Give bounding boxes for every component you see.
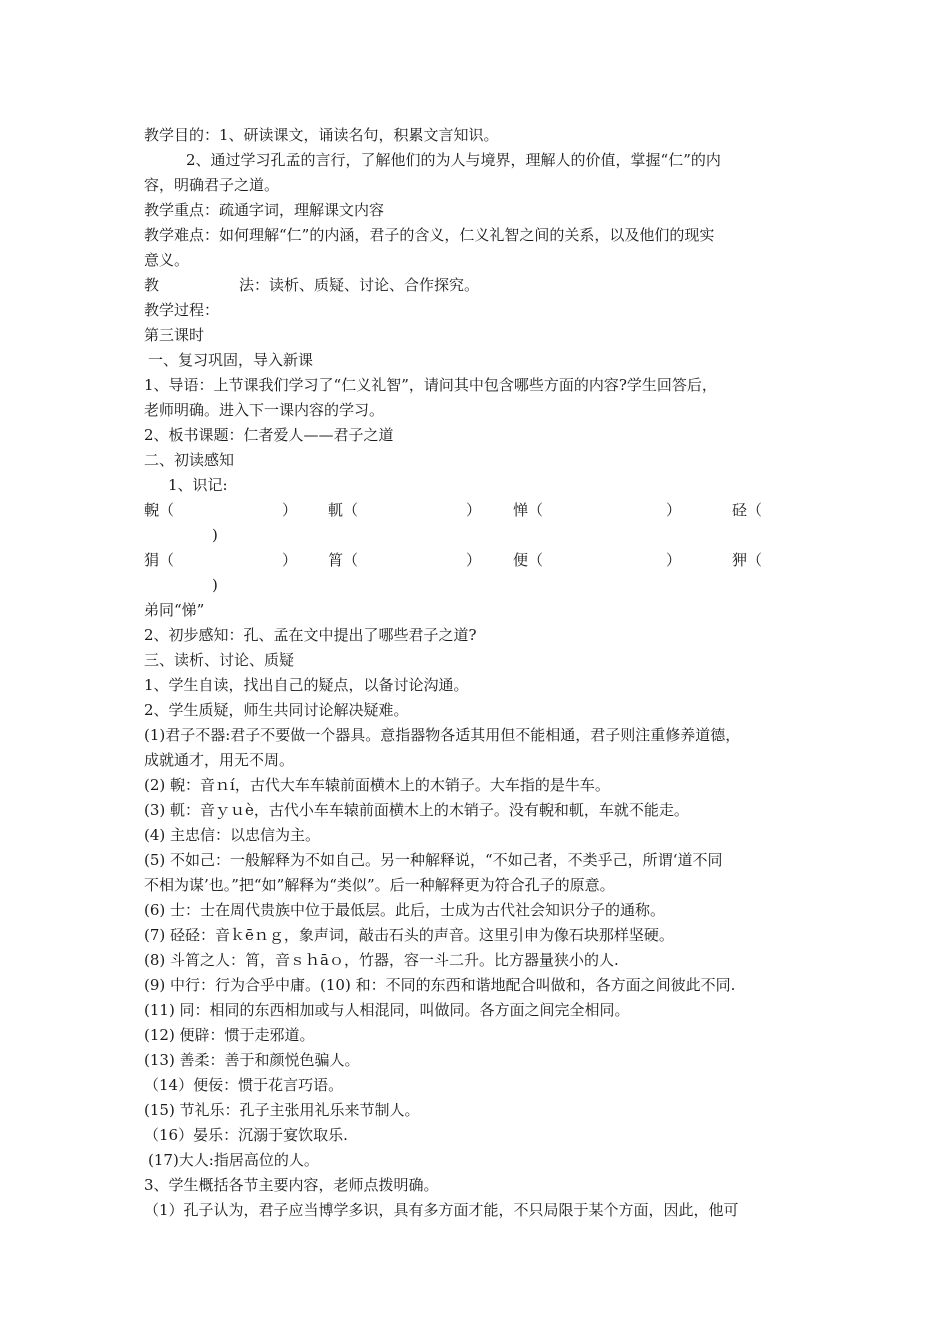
char-item: 軏（ <box>328 501 359 519</box>
difficulty-cont: 意义。 <box>144 251 190 269</box>
char-row-1 <box>144 498 814 548</box>
paren-close: ） <box>666 501 682 519</box>
char-item: 惮（ <box>513 501 544 519</box>
section-1-item-1-cont: 老师明确。进入下一课内容的学习。 <box>144 401 385 419</box>
paren-close: ) <box>212 526 218 544</box>
method <box>144 273 814 298</box>
section-3-item-1: 1、学生自读，找出自己的疑点，以备讨论沟通。 <box>144 676 469 694</box>
note-12: (12) 便辟：惯于走邪道。 <box>144 1026 315 1044</box>
paren-close: ） <box>466 551 482 569</box>
char-item: 輗（ <box>144 501 175 519</box>
paragraph-1: （1）孔子认为，君子应当博学多识，具有多方面才能，不只局限于某个方面，因此，他可 <box>144 1201 739 1219</box>
note-15: (15) 节礼乐：孔子主张用礼乐来节制人。 <box>144 1101 420 1119</box>
method-text: 法：读析、质疑、讨论、合作探究。 <box>239 276 480 294</box>
note-3: (3) 軏：音ｙｕè，古代小车车辕前面横木上的木销子。没有輗和軏，车就不能走。 <box>144 801 689 819</box>
char-item: 筲（ <box>328 551 359 569</box>
section-3-item-3: 3、学生概括各节主要内容，老师点拨明确。 <box>144 1176 439 1194</box>
document-body <box>144 123 814 1223</box>
paren-close: ) <box>212 576 218 594</box>
process-heading: 教学过程： <box>144 301 220 319</box>
note-8: (8) 斗筲之人：筲，音ｓｈāｏ，竹器，容一斗二升。比方器量狭小的人. <box>144 951 619 969</box>
paren-close: ） <box>282 551 298 569</box>
key-point: 教学重点：疏通字词，理解课文内容 <box>144 201 385 219</box>
note-11: (11) 同：相同的东西相加或与人相混同，叫做同。各方面之间完全相同。 <box>144 1001 630 1019</box>
char-item: 便（ <box>513 551 544 569</box>
section-1-item-2: 2、板书课题：仁者爱人——君子之道 <box>144 426 394 444</box>
char-item: 狷（ <box>144 551 175 569</box>
note-5: (5) 不如己：一般解释为不如自己。另一种解释说，“不如己者，不类乎己，所谓‘道不同 <box>144 851 723 869</box>
goal-line-2-cont: 容，明确君子之道。 <box>144 176 280 194</box>
note-13: (13) 善柔：善于和颜悦色骗人。 <box>144 1051 360 1069</box>
char-item: 硁（ <box>732 501 763 519</box>
note-5-cont: 不相为谋’也。”把“如”解释为“类似”。后一种解释更为符合孔子的原意。 <box>144 876 615 894</box>
note-1-cont: 成就通才，用无不周。 <box>144 751 295 769</box>
note-14: （14）便佞：惯于花言巧语。 <box>144 1076 344 1094</box>
section-2-item-2: 2、初步感知：孔、孟在文中提出了哪些君子之道? <box>144 626 477 644</box>
paren-close: ） <box>282 501 298 519</box>
note-4: (4) 主忠信：以忠信为主。 <box>144 826 321 844</box>
note-2: (2) 輗：音ｎí，古代大车车辕前面横木上的木销子。大车指的是牛车。 <box>144 776 610 794</box>
section-2-title: 二、初读感知 <box>144 451 235 469</box>
goal-line-1: 教学目的：1、研读课文，诵读名句，积累文言知识。 <box>144 126 499 144</box>
paren-close: ） <box>466 501 482 519</box>
paren-close: ） <box>666 551 682 569</box>
char-row-2 <box>144 548 814 598</box>
note-9-10: (9) 中行：行为合乎中庸。(10) 和：不同的东西和谐地配合叫做和，各方面之间彼此不同. <box>144 976 736 994</box>
section-3-title: 三、读析、讨论、质疑 <box>144 651 295 669</box>
note-16: （16）晏乐：沉溺于宴饮取乐. <box>144 1126 348 1144</box>
section-2-item-1: 1、识记: <box>168 476 228 494</box>
note-1: (1)君子不器:君子不要做一个器具。意指器物各适其用但不能相通，君子则注重修养道德， <box>144 726 741 744</box>
note-ti: 弟同“悌” <box>144 601 205 619</box>
method-label: 教 <box>144 276 160 294</box>
note-6: (6) 士：士在周代贵族中位于最低层。此后，士成为古代社会知识分子的通称。 <box>144 901 666 919</box>
lesson-heading: 第三课时 <box>144 326 205 344</box>
goal-line-2: 2、通过学习孔孟的言行，了解他们的为人与境界，理解人的价值，掌握“仁”的内 <box>186 151 721 169</box>
section-1-title: 一、复习巩固，导入新课 <box>148 351 314 369</box>
difficulty: 教学难点：如何理解“仁”的内涵，君子的含义，仁义礼智之间的关系，以及他们的现实 <box>144 226 715 244</box>
note-7: (7) 硁硁：音ｋēｎｇ，象声词，敲击石头的声音。这里引申为像石块那样坚硬。 <box>144 926 674 944</box>
note-17: (17)大人:指居高位的人。 <box>148 1151 319 1169</box>
char-item: 狎（ <box>732 551 763 569</box>
section-1-item-1: 1、导语：上节课我们学习了“仁义礼智”，请问其中包含哪些方面的内容?学生回答后， <box>144 376 717 394</box>
section-3-item-2: 2、学生质疑，师生共同讨论解决疑难。 <box>144 701 409 719</box>
